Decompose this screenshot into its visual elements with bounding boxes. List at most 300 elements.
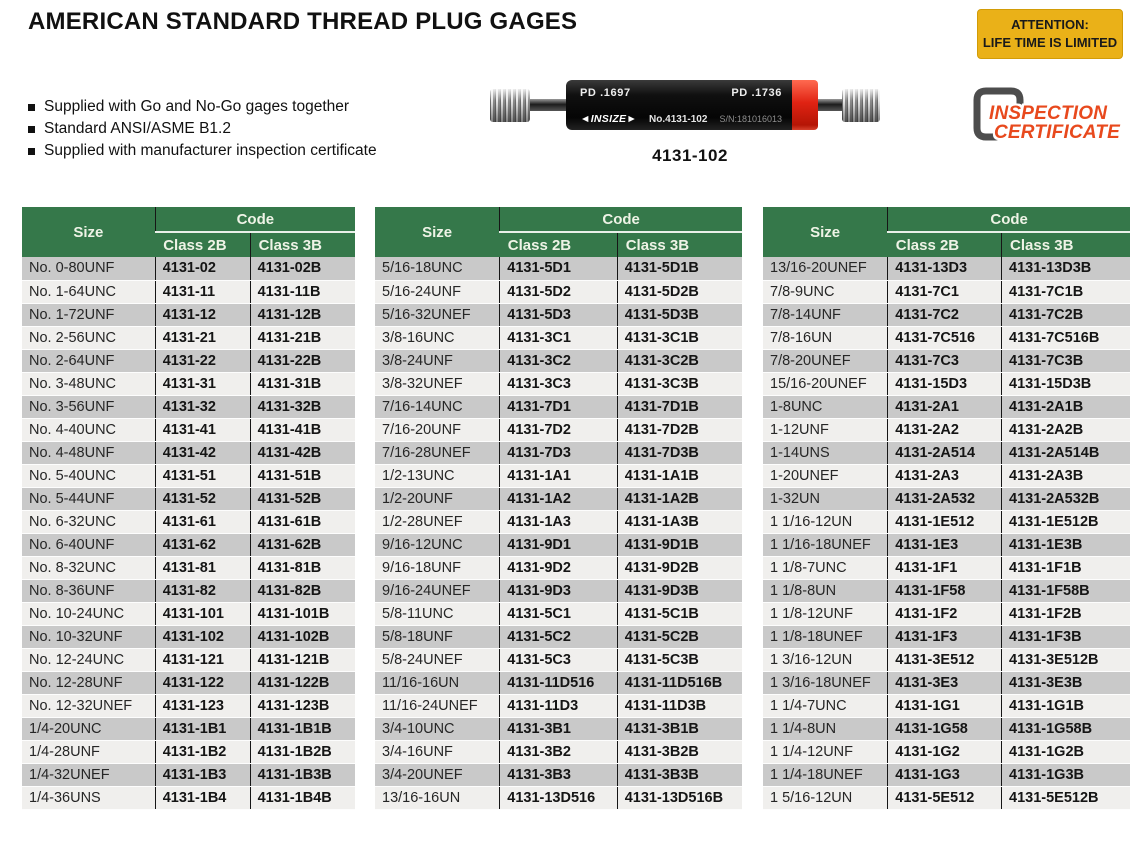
table-row (375, 487, 742, 510)
class3b-code-cell: 4131-2A3B (1002, 464, 1130, 487)
size-cell: No. 8-36UNF (22, 579, 155, 602)
class3b-code-cell: 4131-2A514B (1002, 441, 1130, 464)
class3b-code-cell: 4131-62B (250, 533, 355, 556)
size-cell: 11/16-24UNEF (375, 694, 500, 717)
certificate-line2: CERTIFICATE (994, 122, 1121, 143)
class2b-code-cell: 4131-1B2 (155, 740, 250, 763)
class2b-code-cell: 4131-9D1 (500, 533, 617, 556)
gage-serial-number: S/N:181016013 (719, 114, 782, 124)
class2b-code-cell: 4131-1G2 (888, 740, 1002, 763)
size-cell: 9/16-12UNC (375, 533, 500, 556)
class2b-code-cell: 4131-12 (155, 303, 250, 326)
thread-gage-table-1 (22, 207, 355, 810)
class2b-code-cell: 4131-52 (155, 487, 250, 510)
table-row (763, 303, 1130, 326)
class2b-code-cell: 4131-7C1 (888, 280, 1002, 303)
class2b-code-cell: 4131-5D3 (500, 303, 617, 326)
feature-text: Supplied with Go and No-Go gages together (44, 98, 350, 115)
class2b-code-cell: 4131-1G3 (888, 763, 1002, 786)
class3b-code-cell: 4131-5C1B (617, 602, 742, 625)
table-row (22, 786, 355, 809)
class3b-code-cell: 4131-5C3B (617, 648, 742, 671)
class2b-code-cell: 4131-1F58 (888, 579, 1002, 602)
class3b-code-cell: 4131-7C2B (1002, 303, 1130, 326)
table-row (763, 786, 1130, 809)
class3b-code-cell: 4131-32B (250, 395, 355, 418)
class3b-code-cell: 4131-1E512B (1002, 510, 1130, 533)
table-row (22, 464, 355, 487)
size-cell: 13/16-16UN (375, 786, 500, 809)
size-cell: No. 3-48UNC (22, 372, 155, 395)
size-cell: 3/4-16UNF (375, 740, 500, 763)
table-row (375, 556, 742, 579)
gage-pd-left-label: PD .1697 (580, 87, 631, 99)
class3b-code-cell: 4131-5D1B (617, 257, 742, 280)
class3b-code-cell: 4131-7C3B (1002, 349, 1130, 372)
class2b-code-cell: 4131-2A1 (888, 395, 1002, 418)
class2b-code-cell: 4131-102 (155, 625, 250, 648)
size-cell: 7/16-14UNC (375, 395, 500, 418)
table-row (22, 280, 355, 303)
table-row (763, 395, 1130, 418)
table-row (375, 395, 742, 418)
table-row (22, 533, 355, 556)
class2b-code-cell: 4131-1A1 (500, 464, 617, 487)
table-row (22, 579, 355, 602)
gage-left-thread (490, 89, 530, 122)
size-cell: No. 4-40UNC (22, 418, 155, 441)
table-row (22, 671, 355, 694)
class3b-code-cell: 4131-9D3B (617, 579, 742, 602)
size-cell: No. 1-72UNF (22, 303, 155, 326)
table-row (763, 648, 1130, 671)
table-row (763, 280, 1130, 303)
size-cell: 13/16-20UNEF (763, 257, 888, 280)
class2b-code-cell: 4131-21 (155, 326, 250, 349)
table-row (375, 326, 742, 349)
size-cell: No. 5-40UNC (22, 464, 155, 487)
size-cell: 1 3/16-12UN (763, 648, 888, 671)
class3b-code-cell: 4131-1A2B (617, 487, 742, 510)
class3b-code-cell: 4131-1G2B (1002, 740, 1130, 763)
size-cell: 1/2-13UNC (375, 464, 500, 487)
size-cell: 7/16-20UNF (375, 418, 500, 441)
class3b-code-cell: 4131-1F2B (1002, 602, 1130, 625)
size-cell: 11/16-16UN (375, 671, 500, 694)
class2b-code-cell: 4131-11D516 (500, 671, 617, 694)
table-row (763, 556, 1130, 579)
size-cell: 1 1/4-18UNEF (763, 763, 888, 786)
class2b-code-cell: 4131-1F3 (888, 625, 1002, 648)
class2b-code-cell: 4131-2A3 (888, 464, 1002, 487)
class2b-code-cell: 4131-1E3 (888, 533, 1002, 556)
class2b-code-cell: 4131-81 (155, 556, 250, 579)
col-header-size: Size (375, 207, 500, 257)
gage-pd-right-label: PD .1736 (731, 87, 782, 99)
bullet-square-icon (28, 104, 35, 111)
table-row (375, 441, 742, 464)
class2b-code-cell: 4131-7D2 (500, 418, 617, 441)
class2b-code-cell: 4131-13D516 (500, 786, 617, 809)
class2b-code-cell: 4131-42 (155, 441, 250, 464)
class3b-code-cell: 4131-1A3B (617, 510, 742, 533)
table-row (22, 395, 355, 418)
class3b-code-cell: 4131-2A532B (1002, 487, 1130, 510)
table-row (22, 326, 355, 349)
certificate-line1: INSPECTION (989, 103, 1108, 124)
size-cell: 3/4-20UNEF (375, 763, 500, 786)
class2b-code-cell: 4131-61 (155, 510, 250, 533)
class3b-code-cell: 4131-2A2B (1002, 418, 1130, 441)
class3b-code-cell: 4131-13D516B (617, 786, 742, 809)
class2b-code-cell: 4131-7D1 (500, 395, 617, 418)
table-row (763, 533, 1130, 556)
class2b-code-cell: 4131-122 (155, 671, 250, 694)
table-row (22, 487, 355, 510)
class3b-code-cell: 4131-82B (250, 579, 355, 602)
class3b-code-cell: 4131-9D2B (617, 556, 742, 579)
table-row (22, 648, 355, 671)
size-cell: 1-32UN (763, 487, 888, 510)
class3b-code-cell: 4131-7D1B (617, 395, 742, 418)
col-header-code: Code (888, 207, 1130, 232)
size-cell: 1/2-20UNF (375, 487, 500, 510)
class3b-code-cell: 4131-41B (250, 418, 355, 441)
table-row (375, 602, 742, 625)
class2b-code-cell: 4131-41 (155, 418, 250, 441)
insize-logo: ◄INSIZE► (580, 113, 638, 125)
table-row (763, 763, 1130, 786)
size-cell: No. 4-48UNF (22, 441, 155, 464)
class3b-code-cell: 4131-2A1B (1002, 395, 1130, 418)
size-cell: 1-14UNS (763, 441, 888, 464)
size-cell: 7/8-9UNC (763, 280, 888, 303)
size-cell: 7/8-14UNF (763, 303, 888, 326)
size-cell: 1 3/16-18UNEF (763, 671, 888, 694)
class3b-code-cell: 4131-51B (250, 464, 355, 487)
gage-left-shaft (530, 99, 566, 111)
size-cell: 7/8-16UN (763, 326, 888, 349)
class2b-code-cell: 4131-101 (155, 602, 250, 625)
size-cell: 15/16-20UNEF (763, 372, 888, 395)
class3b-code-cell: 4131-123B (250, 694, 355, 717)
size-cell: No. 6-32UNC (22, 510, 155, 533)
size-cell: 1 1/4-7UNC (763, 694, 888, 717)
size-cell: 1 1/8-7UNC (763, 556, 888, 579)
table-row (763, 510, 1130, 533)
class3b-code-cell: 4131-52B (250, 487, 355, 510)
class2b-code-cell: 4131-1E512 (888, 510, 1002, 533)
class2b-code-cell: 4131-3B1 (500, 717, 617, 740)
class2b-code-cell: 4131-7C516 (888, 326, 1002, 349)
class2b-code-cell: 4131-9D2 (500, 556, 617, 579)
table-row (22, 602, 355, 625)
class3b-code-cell: 4131-5D3B (617, 303, 742, 326)
table-row (375, 418, 742, 441)
class2b-code-cell: 4131-1F2 (888, 602, 1002, 625)
table-row (763, 625, 1130, 648)
size-cell: 1/2-28UNEF (375, 510, 500, 533)
table-row (375, 579, 742, 602)
table-row (375, 694, 742, 717)
class3b-code-cell: 4131-11D3B (617, 694, 742, 717)
thread-gage-table-3 (763, 207, 1130, 810)
class3b-code-cell: 4131-1B2B (250, 740, 355, 763)
table-row (763, 717, 1130, 740)
table-row (375, 372, 742, 395)
col-header-size: Size (763, 207, 888, 257)
class3b-code-cell: 4131-1F1B (1002, 556, 1130, 579)
class3b-code-cell: 4131-9D1B (617, 533, 742, 556)
class3b-code-cell: 4131-1G58B (1002, 717, 1130, 740)
size-cell: 3/8-32UNEF (375, 372, 500, 395)
size-cell: No. 12-32UNEF (22, 694, 155, 717)
class3b-code-cell: 4131-7C516B (1002, 326, 1130, 349)
table-row (22, 717, 355, 740)
gage-right-thread (842, 89, 880, 122)
feature-text: Standard ANSI/ASME B1.2 (44, 120, 231, 137)
table-row (375, 510, 742, 533)
class3b-code-cell: 4131-11D516B (617, 671, 742, 694)
size-cell: 5/8-24UNEF (375, 648, 500, 671)
table-row (763, 694, 1130, 717)
class3b-code-cell: 4131-1A1B (617, 464, 742, 487)
class2b-code-cell: 4131-123 (155, 694, 250, 717)
size-cell: 1-8UNC (763, 395, 888, 418)
table-row (22, 372, 355, 395)
class3b-code-cell: 4131-3B1B (617, 717, 742, 740)
code-tables (22, 207, 1130, 810)
size-cell: 1 1/4-12UNF (763, 740, 888, 763)
size-cell: No. 10-32UNF (22, 625, 155, 648)
size-cell: 5/16-24UNF (375, 280, 500, 303)
table-row (375, 303, 742, 326)
inspection-certificate-logo (972, 86, 1132, 148)
size-cell: 1-20UNEF (763, 464, 888, 487)
class3b-code-cell: 4131-3C1B (617, 326, 742, 349)
table-row (22, 763, 355, 786)
size-cell: 3/8-24UNF (375, 349, 500, 372)
thread-gage-table-2 (375, 207, 742, 810)
table-row (375, 349, 742, 372)
size-cell: 1/4-20UNC (22, 717, 155, 740)
table-row (375, 717, 742, 740)
class3b-code-cell: 4131-5D2B (617, 280, 742, 303)
class3b-code-cell: 4131-3E512B (1002, 648, 1130, 671)
class3b-code-cell: 4131-7D2B (617, 418, 742, 441)
size-cell: 9/16-18UNF (375, 556, 500, 579)
table-row (375, 786, 742, 809)
class3b-code-cell: 4131-1B1B (250, 717, 355, 740)
table-row (375, 740, 742, 763)
page-title: AMERICAN STANDARD THREAD PLUG GAGES (28, 8, 578, 35)
feature-text: Supplied with manufacturer inspection certificate (44, 142, 377, 159)
table-row (763, 579, 1130, 602)
class2b-code-cell: 4131-3E3 (888, 671, 1002, 694)
class3b-code-cell: 4131-11B (250, 280, 355, 303)
class3b-code-cell: 4131-7D3B (617, 441, 742, 464)
size-cell: No. 6-40UNF (22, 533, 155, 556)
table-row (763, 257, 1130, 280)
class2b-code-cell: 4131-62 (155, 533, 250, 556)
size-cell: 7/16-28UNEF (375, 441, 500, 464)
class3b-code-cell: 4131-1G1B (1002, 694, 1130, 717)
table-row (763, 740, 1130, 763)
table-row (375, 464, 742, 487)
class2b-code-cell: 4131-02 (155, 257, 250, 280)
table-row (375, 257, 742, 280)
col-header-class2b: Class 2B (155, 232, 250, 257)
size-cell: No. 5-44UNF (22, 487, 155, 510)
class3b-code-cell: 4131-61B (250, 510, 355, 533)
class2b-code-cell: 4131-22 (155, 349, 250, 372)
size-cell: No. 8-32UNC (22, 556, 155, 579)
class3b-code-cell: 4131-1F3B (1002, 625, 1130, 648)
size-cell: 1 1/8-18UNEF (763, 625, 888, 648)
class3b-code-cell: 4131-1G3B (1002, 763, 1130, 786)
size-cell: 1-12UNF (763, 418, 888, 441)
gage-photo (490, 76, 890, 134)
table-row (763, 349, 1130, 372)
class3b-code-cell: 4131-3B2B (617, 740, 742, 763)
class3b-code-cell: 4131-1E3B (1002, 533, 1130, 556)
class3b-code-cell: 4131-22B (250, 349, 355, 372)
table-row (763, 441, 1130, 464)
col-header-class2b: Class 2B (500, 232, 617, 257)
class2b-code-cell: 4131-11 (155, 280, 250, 303)
size-cell: No. 12-28UNF (22, 671, 155, 694)
feature-list (28, 96, 377, 162)
col-header-code: Code (500, 207, 742, 232)
class2b-code-cell: 4131-3B3 (500, 763, 617, 786)
class3b-code-cell: 4131-101B (250, 602, 355, 625)
class2b-code-cell: 4131-5C2 (500, 625, 617, 648)
class3b-code-cell: 4131-121B (250, 648, 355, 671)
col-header-size: Size (22, 207, 155, 257)
class2b-code-cell: 4131-7C2 (888, 303, 1002, 326)
table-row (22, 441, 355, 464)
size-cell: 1 1/16-12UN (763, 510, 888, 533)
class2b-code-cell: 4131-5D2 (500, 280, 617, 303)
class2b-code-cell: 4131-13D3 (888, 257, 1002, 280)
table-row (22, 303, 355, 326)
list-item (28, 118, 377, 140)
size-cell: No. 10-24UNC (22, 602, 155, 625)
class2b-code-cell: 4131-7C3 (888, 349, 1002, 372)
size-cell: 1/4-36UNS (22, 786, 155, 809)
size-cell: No. 2-56UNC (22, 326, 155, 349)
list-item (28, 140, 377, 162)
gage-caption: 4131-102 (652, 146, 728, 165)
table-row (375, 280, 742, 303)
size-cell: 9/16-24UNEF (375, 579, 500, 602)
size-cell: 5/8-18UNF (375, 625, 500, 648)
class3b-code-cell: 4131-3C3B (617, 372, 742, 395)
class2b-code-cell: 4131-32 (155, 395, 250, 418)
size-cell: 1 1/4-8UN (763, 717, 888, 740)
size-cell: 5/16-32UNEF (375, 303, 500, 326)
class2b-code-cell: 4131-2A532 (888, 487, 1002, 510)
table-row (22, 510, 355, 533)
col-header-class3b: Class 3B (250, 232, 355, 257)
table-row (375, 625, 742, 648)
list-item (28, 96, 377, 118)
size-cell: 5/8-11UNC (375, 602, 500, 625)
table-row (763, 602, 1130, 625)
gage-red-band (792, 80, 818, 130)
table-row (763, 372, 1130, 395)
class3b-code-cell: 4131-15D3B (1002, 372, 1130, 395)
table-row (22, 625, 355, 648)
size-cell: 3/8-16UNC (375, 326, 500, 349)
class2b-code-cell: 4131-1B3 (155, 763, 250, 786)
gage-handle (566, 80, 792, 130)
table-row (763, 464, 1130, 487)
class2b-code-cell: 4131-1F1 (888, 556, 1002, 579)
size-cell: No. 12-24UNC (22, 648, 155, 671)
class3b-code-cell: 4131-3E3B (1002, 671, 1130, 694)
class3b-code-cell: 4131-102B (250, 625, 355, 648)
size-cell: No. 1-64UNC (22, 280, 155, 303)
table-row (375, 671, 742, 694)
table-row (763, 671, 1130, 694)
size-cell: 1/4-32UNEF (22, 763, 155, 786)
class3b-code-cell: 4131-3B3B (617, 763, 742, 786)
table-row (763, 418, 1130, 441)
table-row (763, 487, 1130, 510)
table-row (22, 418, 355, 441)
class2b-code-cell: 4131-3E512 (888, 648, 1002, 671)
class2b-code-cell: 4131-2A514 (888, 441, 1002, 464)
col-header-code: Code (155, 207, 355, 232)
table-row (22, 349, 355, 372)
class2b-code-cell: 4131-11D3 (500, 694, 617, 717)
class3b-code-cell: 4131-42B (250, 441, 355, 464)
class3b-code-cell: 4131-122B (250, 671, 355, 694)
gage-right-shaft (818, 99, 842, 111)
class3b-code-cell: 4131-13D3B (1002, 257, 1130, 280)
table-row (763, 326, 1130, 349)
class3b-code-cell: 4131-02B (250, 257, 355, 280)
class3b-code-cell: 4131-1B3B (250, 763, 355, 786)
class2b-code-cell: 4131-1B4 (155, 786, 250, 809)
table-row (375, 648, 742, 671)
class2b-code-cell: 4131-82 (155, 579, 250, 602)
col-header-class3b: Class 3B (1002, 232, 1130, 257)
bullet-square-icon (28, 126, 35, 133)
size-cell: 1 5/16-12UN (763, 786, 888, 809)
attention-badge (977, 9, 1123, 59)
size-cell: No. 0-80UNF (22, 257, 155, 280)
class2b-code-cell: 4131-31 (155, 372, 250, 395)
size-cell: No. 3-56UNF (22, 395, 155, 418)
class3b-code-cell: 4131-5E512B (1002, 786, 1130, 809)
class3b-code-cell: 4131-1B4B (250, 786, 355, 809)
table-row (375, 763, 742, 786)
size-cell: 7/8-20UNEF (763, 349, 888, 372)
size-cell: 3/4-10UNC (375, 717, 500, 740)
table-row (22, 556, 355, 579)
class2b-code-cell: 4131-3B2 (500, 740, 617, 763)
class2b-code-cell: 4131-5C1 (500, 602, 617, 625)
class2b-code-cell: 4131-1G58 (888, 717, 1002, 740)
class2b-code-cell: 4131-2A2 (888, 418, 1002, 441)
class3b-code-cell: 4131-7C1B (1002, 280, 1130, 303)
size-cell: 5/16-18UNC (375, 257, 500, 280)
gage-model-number: No.4131-102 (649, 114, 708, 125)
class2b-code-cell: 4131-5C3 (500, 648, 617, 671)
size-cell: 1/4-28UNF (22, 740, 155, 763)
